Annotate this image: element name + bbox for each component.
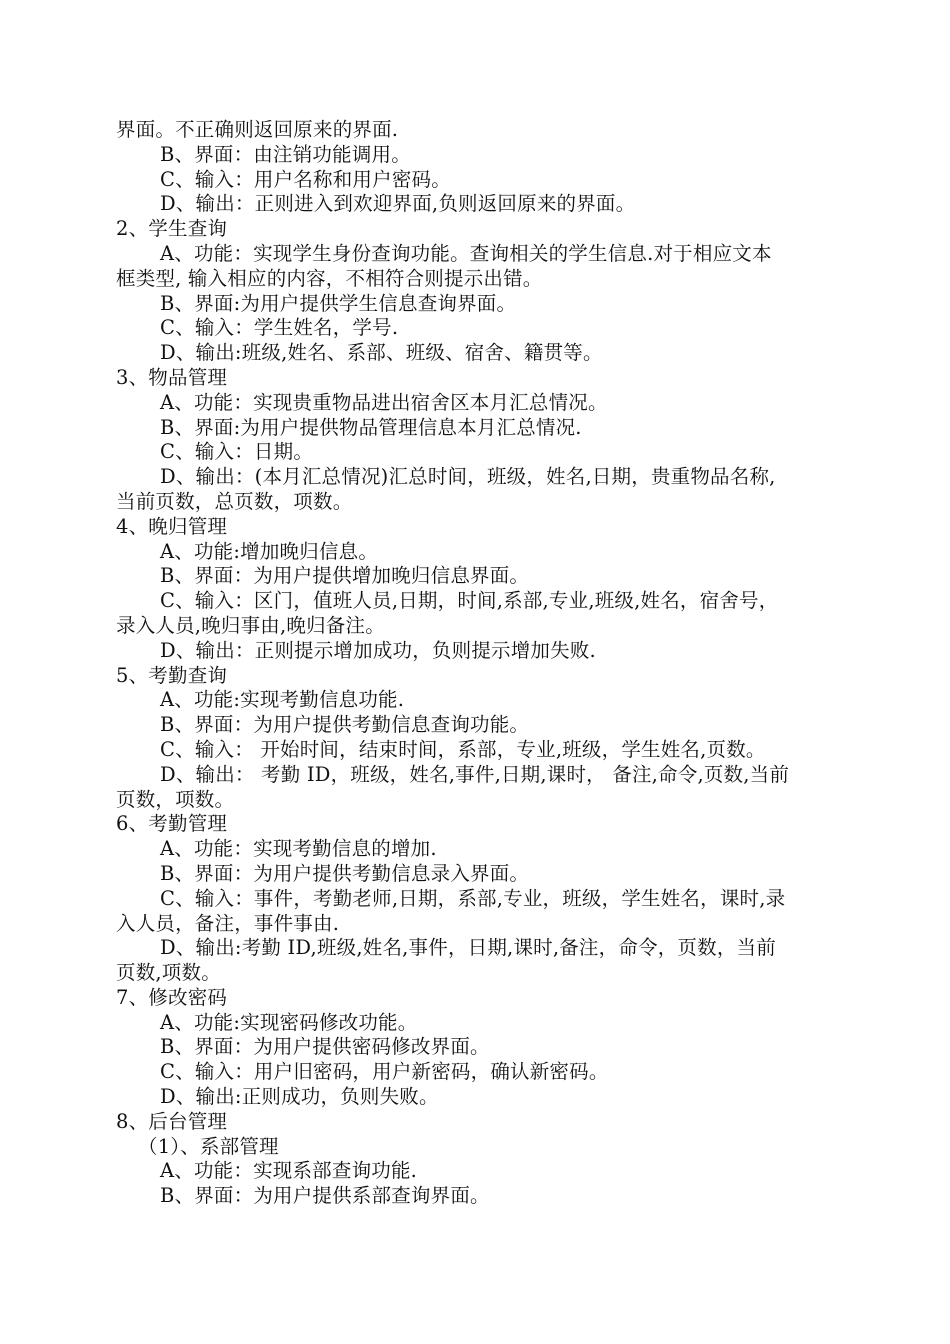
text-line: 8、后台管理 (116, 1109, 228, 1133)
text-line: 录入人员,晚归事由,晚归备注。 (116, 613, 385, 637)
text-line: C、输入：学生姓名，学号. (160, 316, 399, 340)
text-line: C、输入：日期。 (160, 440, 314, 464)
text-line: B、界面:为用户提供学生信息查询界面。 (160, 291, 517, 315)
text-line: A、功能：实现学生身份查询功能。查询相关的学生信息.对于相应文本 (160, 241, 772, 265)
text-line: D、输出：正则进入到欢迎界面,负则返回原来的界面。 (160, 192, 636, 216)
text-line: B、界面：为用户提供增加晚归信息界面。 (160, 564, 530, 588)
text-line: D、输出： 考勤 ID，班级，姓名,事件,日期,课时， 备注,命令,页数,当前 (160, 762, 790, 786)
text-line: B、界面：为用户提供考勤信息查询功能。 (160, 713, 530, 737)
text-line: 框类型, 输入相应的内容，不相符合则提示出错。 (116, 266, 543, 290)
text-line: 页数,项数。 (116, 961, 221, 985)
text-line: 4、晚归管理 (116, 514, 228, 538)
text-line: A、功能：实现考勤信息的增加. (160, 837, 437, 861)
text-line: A、功能:实现密码修改功能。 (160, 1010, 418, 1034)
text-line: 入人员，备注，事件事由. (116, 911, 340, 935)
text-line: D、输出:班级,姓名、系部、班级、宿舍、籍贯等。 (160, 341, 603, 365)
text-line: 页数，项数。 (116, 787, 235, 811)
text-line: 5、考勤查询 (116, 663, 228, 687)
text-line: （1）、系部管理 (138, 1134, 279, 1158)
text-line: A、功能：实现贵重物品进出宿舍区本月汇总情况。 (160, 390, 608, 414)
text-line: C、输入：区门，值班人员,日期，时间,系部,专业,班级,姓名，宿舍号， (160, 589, 779, 613)
text-line: B、界面:为用户提供物品管理信息本月汇总情况. (160, 415, 582, 439)
text-line: D、输出：正则提示增加成功，负则提示增加失败. (160, 638, 596, 662)
text-line: C、输入： 开始时间，结束时间，系部，专业,班级，学生姓名,页数。 (160, 737, 766, 761)
document-body (116, 118, 862, 1209)
text-line: A、功能:实现考勤信息功能. (160, 688, 405, 712)
text-line: A、功能：实现系部查询功能. (160, 1159, 418, 1183)
text-line: 当前页数，总页数，项数。 (116, 489, 353, 513)
text-line: B、界面：为用户提供系部查询界面。 (160, 1184, 490, 1208)
text-line: B、界面：由注销功能调用。 (160, 142, 411, 166)
text-line: B、界面：为用户提供密码修改界面。 (160, 1035, 490, 1059)
text-line: 7、修改密码 (116, 985, 228, 1009)
text-line: 3、物品管理 (116, 365, 228, 389)
text-line: D、输出:正则成功，负则失败。 (160, 1085, 439, 1109)
text-line: B、界面：为用户提供考勤信息录入界面。 (160, 861, 530, 885)
text-line: A、功能:增加晚归信息。 (160, 539, 379, 563)
text-line: 界面。不正确则返回原来的界面. (116, 118, 399, 141)
text-line: C、输入：事件，考勤老师,日期，系部,专业，班级，学生姓名，课时,录 (160, 886, 786, 910)
text-line: D、输出:考勤 ID,班级,姓名,事件，日期,课时,备注，命令，页数，当前 (160, 936, 776, 960)
text-line: C、输入：用户旧密码，用户新密码，确认新密码。 (160, 1060, 609, 1084)
text-line: C、输入：用户名称和用户密码。 (160, 167, 451, 191)
text-line: 6、考勤管理 (116, 812, 228, 836)
text-line: 2、学生查询 (116, 217, 228, 241)
text-line: D、输出：(本月汇总情况)汇总时间，班级，姓名,日期，贵重物品名称, (160, 465, 776, 489)
